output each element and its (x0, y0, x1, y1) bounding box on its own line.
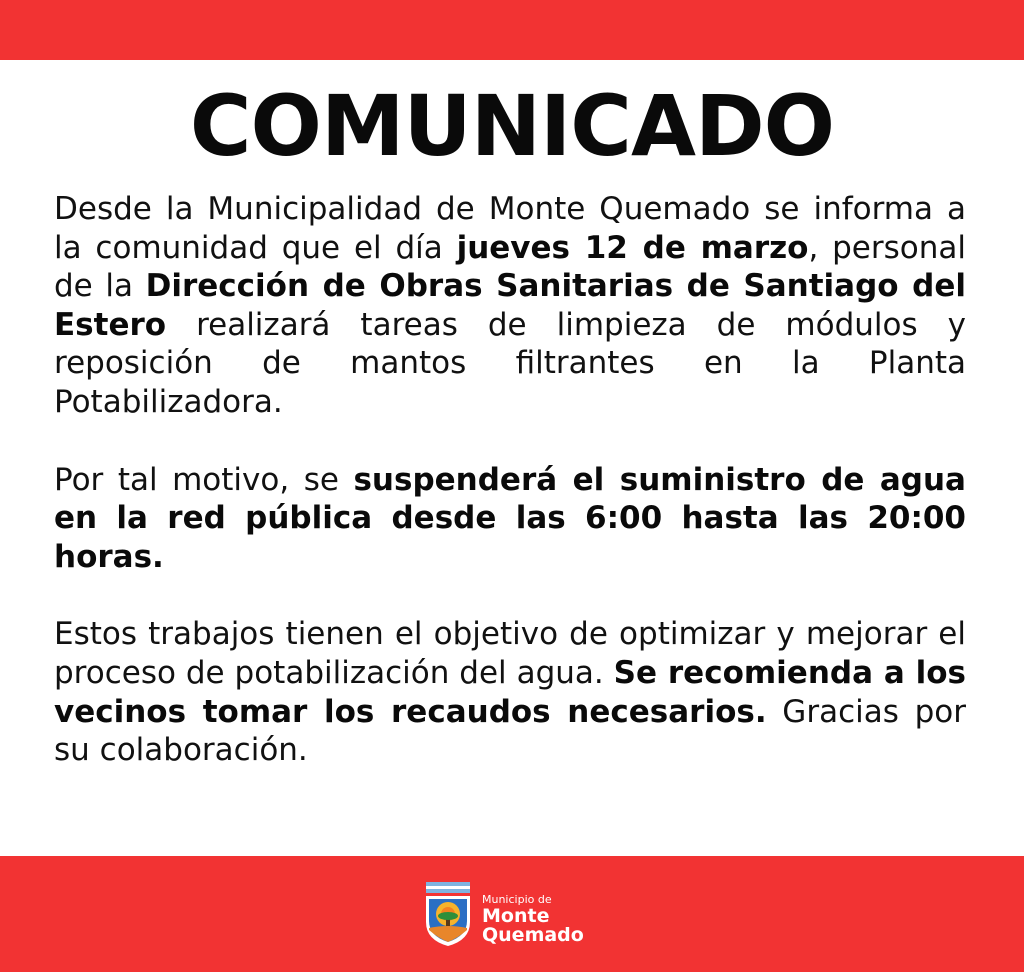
paragraph-1-agency: Dirección de Obras Sanitarias de Santiago del Estero (54, 268, 966, 343)
paragraph-2-text-a: Por tal motivo, se (54, 461, 354, 498)
logo-name-line-2: Quemado (482, 924, 584, 946)
paragraph-1-date: jueves 12 de marzo (456, 229, 809, 266)
paragraph-2-suspension: suspenderá el suministro de agua en la red pública desde las 6:00 hasta las 20:00 horas. (54, 461, 966, 575)
municipality-logo (418, 876, 608, 952)
paragraph-3-text-a: Estos trabajos tienen el objetivo de optimizar y mejorar el proceso de potabilización del agua. (54, 616, 966, 691)
paragraph-3-text-b: Gracias por su colaboración. (54, 693, 966, 769)
paragraph-1 (54, 190, 966, 422)
paragraph-1-text-c: realizará tareas de limpieza de módulos y reposición de mantos filtrantes en la Planta Potabilizadora. (54, 306, 966, 420)
municipal-emblem-icon (418, 880, 478, 948)
logo-name-line-1: Monte (482, 905, 550, 927)
logo-caption: Municipio de (482, 893, 552, 906)
announcement-body (54, 190, 966, 770)
paragraph-1-text-b: , personal de la (54, 229, 966, 305)
paragraph-1-text-a: Desde la Municipalidad de Monte Quemado se informa a la comunidad que el día (54, 191, 966, 266)
paragraph-2 (54, 461, 966, 577)
page-title: COMUNICADO (189, 77, 835, 175)
top-red-band (0, 0, 1024, 60)
paragraph-3 (54, 615, 966, 769)
paragraph-3-recommendation: Se recomienda a los vecinos tomar los recaudos necesarios. (54, 654, 966, 730)
